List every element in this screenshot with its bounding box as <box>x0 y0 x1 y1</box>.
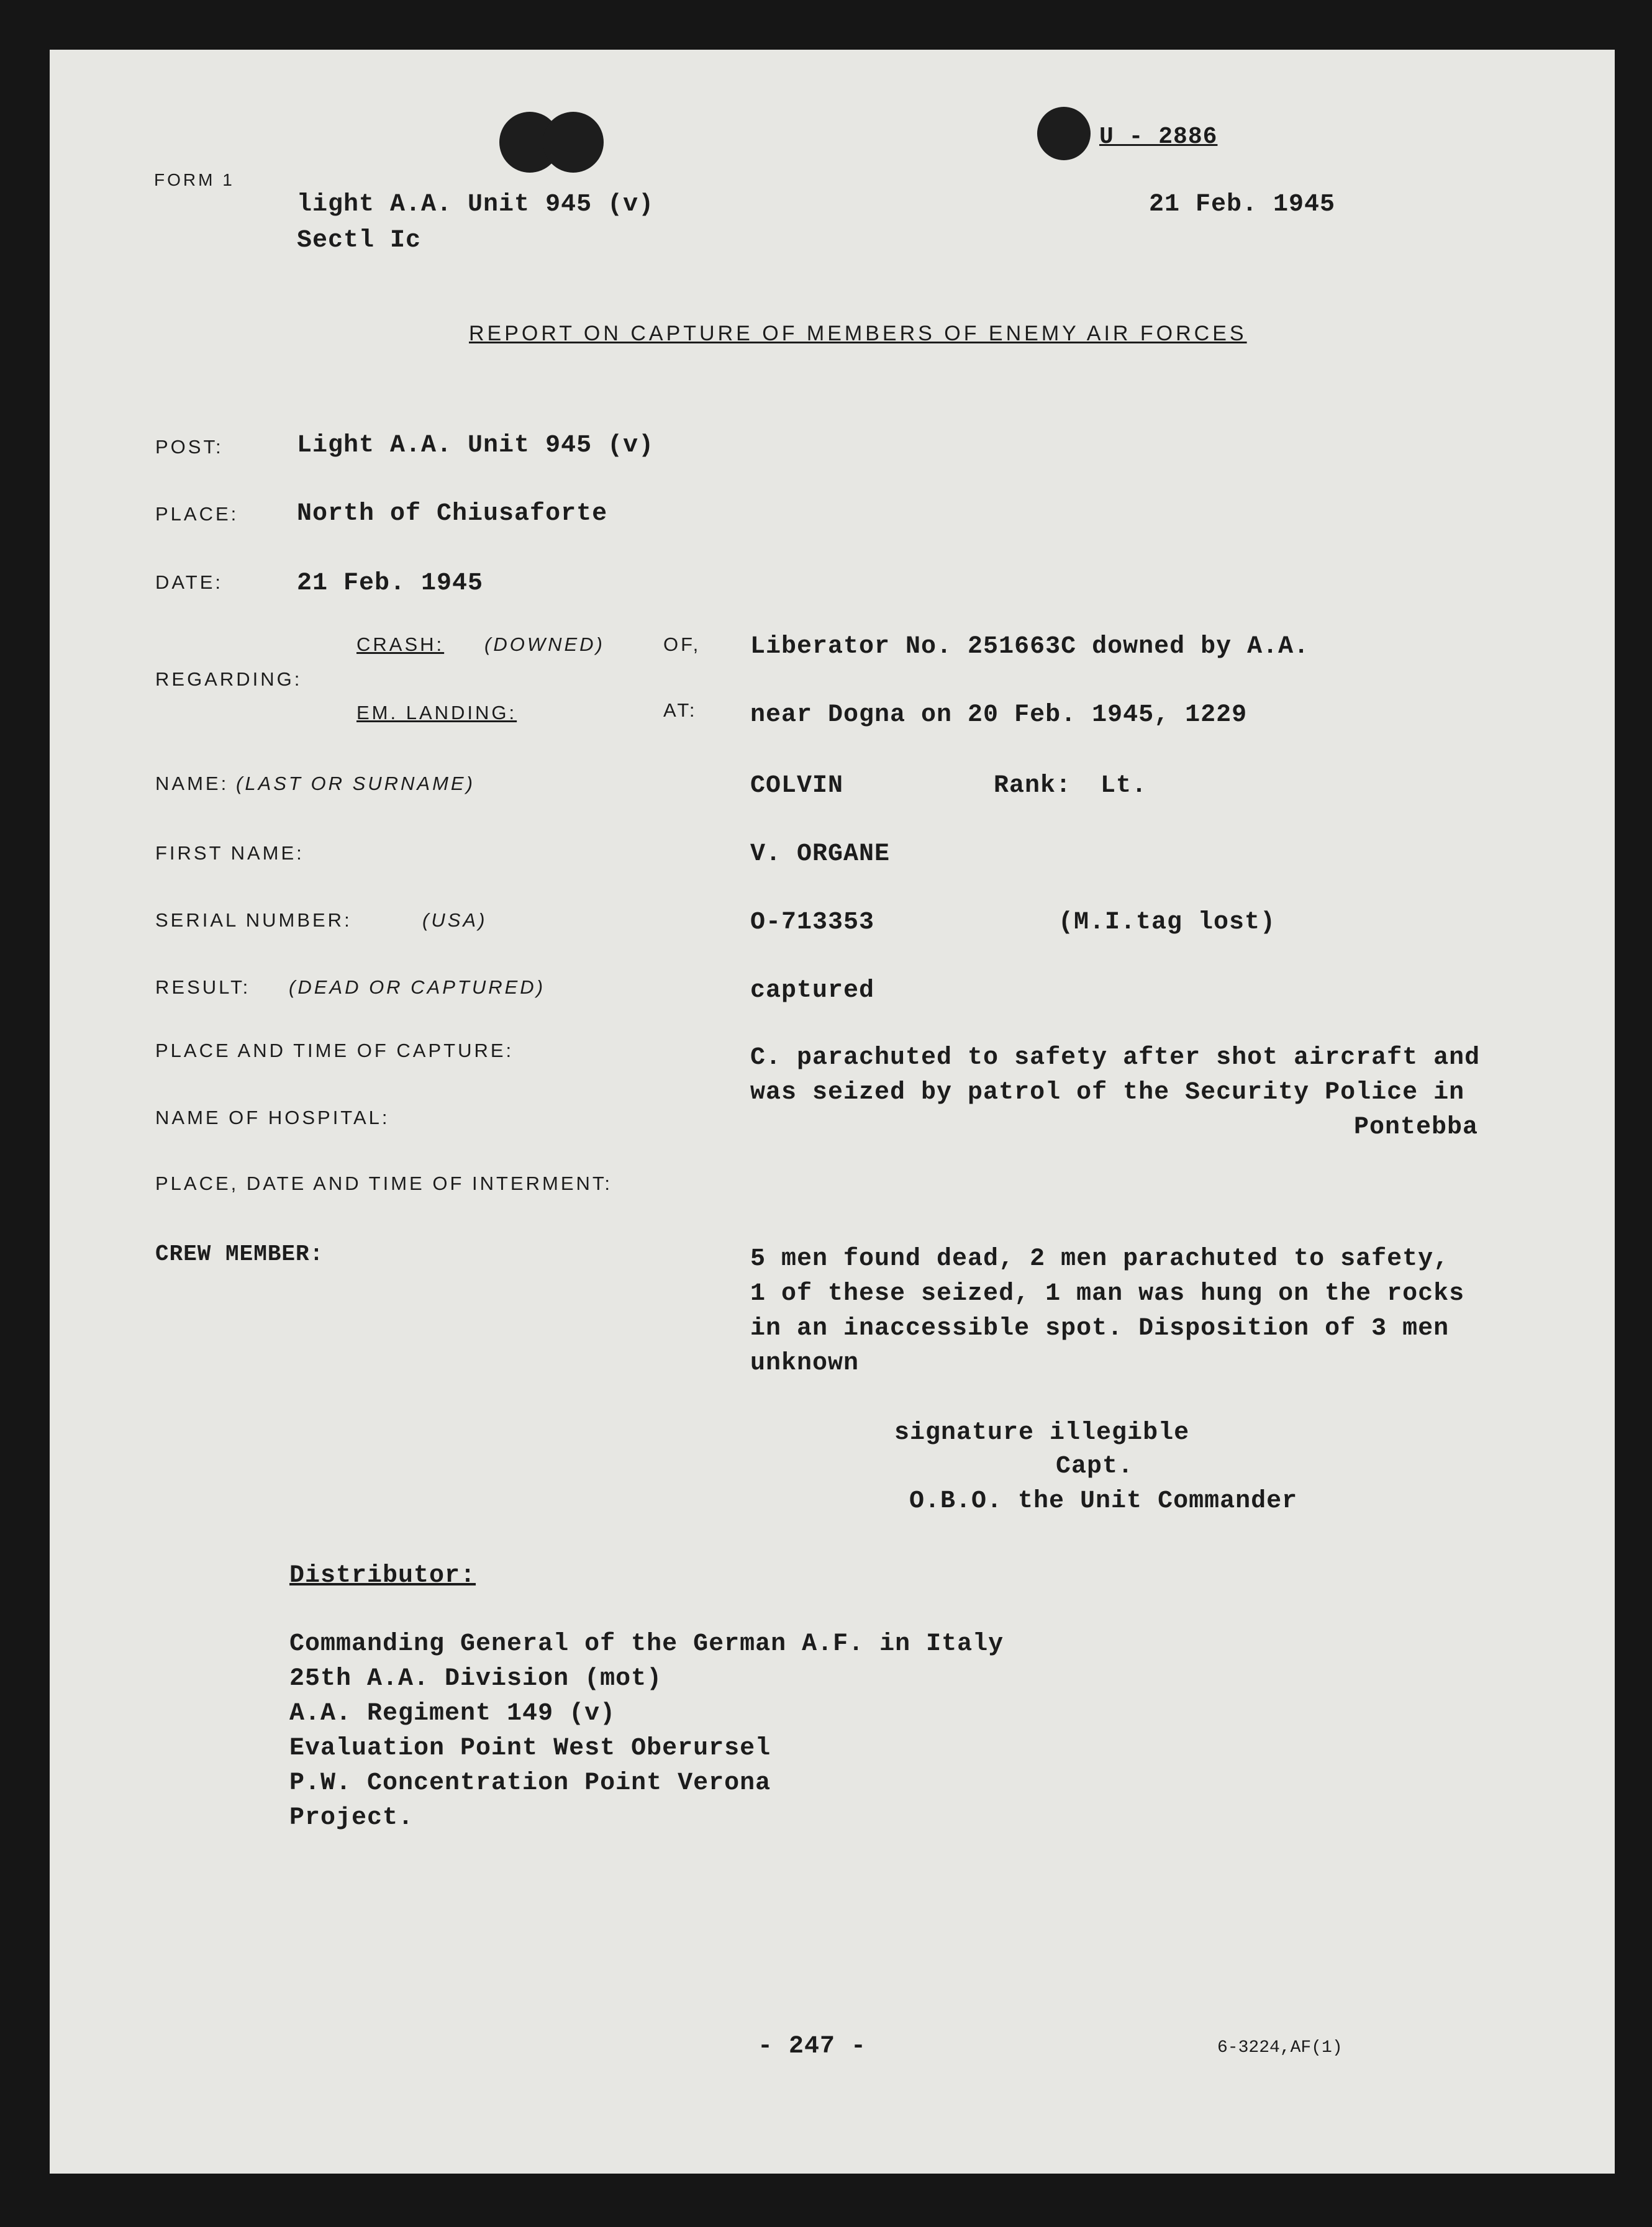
hospital-label: NAME OF HOSPITAL: <box>155 1107 390 1128</box>
crew-label: CREW MEMBER: <box>155 1241 324 1267</box>
date-value: 21 Feb. 1945 <box>297 569 484 597</box>
interment-label: PLACE, DATE AND TIME OF INTERMENT: <box>155 1172 612 1194</box>
name-label: NAME: <box>155 773 229 794</box>
result-note: (DEAD OR CAPTURED) <box>289 976 546 998</box>
name-note: (LAST OR SURNAME) <box>236 773 475 794</box>
result-label: RESULT: <box>155 976 251 998</box>
crew-line-1: 5 men found dead, 2 men parachuted to safety, <box>750 1245 1450 1273</box>
serial-note: (USA) <box>422 909 488 931</box>
date-label: DATE: <box>155 571 223 593</box>
signature-line-1: signature illegible <box>894 1419 1190 1447</box>
rank-value: Lt. <box>1101 772 1148 800</box>
distributor-heading: Distributor: <box>289 1562 476 1590</box>
capture-line-1: C. parachuted to safety after shot aircraft and <box>750 1044 1481 1072</box>
distributor-item: 25th A.A. Division (mot) <box>289 1665 663 1693</box>
document-number: U - 2886 <box>1099 124 1218 150</box>
crew-line-3: in an inaccessible spot. Disposition of 3 men <box>750 1315 1450 1343</box>
capture-label: PLACE AND TIME OF CAPTURE: <box>155 1040 514 1061</box>
regarding-line-2: near Dogna on 20 Feb. 1945, 1229 <box>750 701 1248 729</box>
first-name-label: FIRST NAME: <box>155 842 304 864</box>
capture-line-3: Pontebba <box>1354 1114 1479 1141</box>
distributor-item: P.W. Concentration Point Verona <box>289 1769 771 1797</box>
name-value: COLVIN <box>750 772 844 800</box>
serial-value: O-713353 <box>750 909 875 937</box>
capture-line-2: was seized by patrol of the Security Police in <box>750 1079 1465 1107</box>
unit-line: light A.A. Unit 945 (v) <box>297 191 655 219</box>
header-date: 21 Feb. 1945 <box>1149 191 1336 219</box>
result-value: captured <box>750 977 875 1005</box>
serial-extra: (M.I.tag lost) <box>1058 909 1276 937</box>
crew-line-2: 1 of these seized, 1 man was hung on the rocks <box>750 1280 1465 1308</box>
crash-note: (DOWNED) <box>484 633 605 655</box>
crew-line-4: unknown <box>750 1349 860 1377</box>
signature-line-2: Capt. <box>1056 1453 1134 1481</box>
at-label: AT: <box>663 699 697 721</box>
distributor-item: Evaluation Point West Oberursel <box>289 1735 771 1762</box>
landing-label: EM. LANDING: <box>356 702 517 723</box>
report-title: REPORT ON CAPTURE OF MEMBERS OF ENEMY AIR FORCES <box>469 322 1247 345</box>
punch-hole-left-b <box>543 112 604 173</box>
serial-label: SERIAL NUMBER: <box>155 909 352 931</box>
page-number: - 247 - <box>758 2033 867 2061</box>
regarding-line-1: Liberator No. 251663C downed by A.A. <box>750 633 1310 661</box>
first-name-value: V. ORGANE <box>750 840 891 868</box>
distributor-item: Project. <box>289 1804 414 1832</box>
footer-code: 6-3224,AF(1) <box>1217 2038 1343 2057</box>
place-label: PLACE: <box>155 503 239 525</box>
post-value: Light A.A. Unit 945 (v) <box>297 432 655 460</box>
distributor-item: Commanding General of the German A.F. in Italy <box>289 1630 1004 1658</box>
section-line: Sectl Ic <box>297 227 422 255</box>
place-value: North of Chiusaforte <box>297 500 608 528</box>
signature-line-3: O.B.O. the Unit Commander <box>909 1487 1298 1515</box>
of-label: OF, <box>663 633 701 655</box>
rank-label: Rank: <box>994 772 1072 800</box>
post-label: POST: <box>155 436 224 458</box>
regarding-label: REGARDING: <box>155 668 302 690</box>
crash-label: CRASH: <box>356 633 445 655</box>
distributor-item: A.A. Regiment 149 (v) <box>289 1700 616 1728</box>
punch-hole-right <box>1037 107 1091 160</box>
form-label: FORM 1 <box>154 170 235 189</box>
document-page <box>50 50 1615 2174</box>
